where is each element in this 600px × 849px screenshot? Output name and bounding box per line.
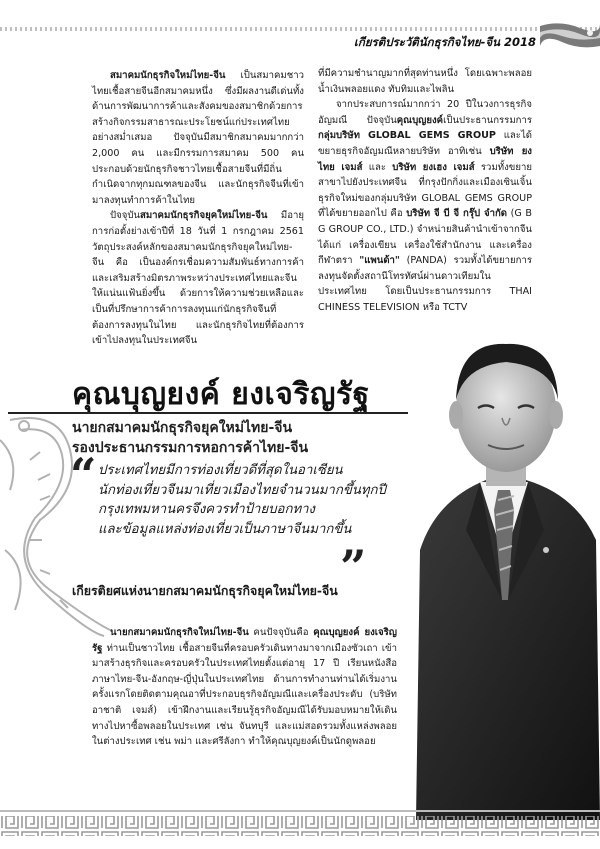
open-quote-mark: “ [70,448,97,502]
purpose-paragraph [92,208,304,348]
career-paragraph [318,97,532,315]
purpose-lead: ปัจจุบัน [110,210,140,222]
career-text-c: เป็นประธานกรรมการ [443,114,532,126]
person-title-1: นายกสมาคมนักธุรกิจยุคใหม่ไทย-จีน [72,420,293,436]
company-global-gems: กลุ่มบริษัท GLOBAL GEMS GROUP [318,130,496,142]
company-gbg: บริษัท จี บี จี กรุ๊ป จำกัด [406,208,508,220]
career-bold-name: คุณบุญยงค์ [396,114,444,126]
close-quote-mark: ” [340,540,367,594]
right-column [318,66,532,316]
left-column [92,68,304,349]
association-name: สมาคมนักธุรกิจใหม่ไทย-จีน [110,70,226,81]
career-text-g: และ [362,161,393,173]
footer-ornament [0,810,600,849]
bio-text-1: คนปัจจุบันคือ [248,627,314,638]
expertise-paragraph: ที่มีความชำนาญมากที่สุดท่านหนึ่ง โดยเฉพาะพลอยน้ำเงินพลอยแดง ทับทิมและไพลิน [318,68,532,95]
pull-quote [98,461,398,539]
bio-paragraph [92,625,397,750]
purpose-text: มีอายุการก่อตั้งย่างเข้าปีที่ 18 วันที่ 1 กรกฎาคม 2561 วัตถุประสงค์หลักของสมาคมนักธุรกิจยุคใหม่ไทย-จีน คือ เป็นองค์กรเชื่อมความสัมพันธ์ทางการค้า และเสริมสร้างมิตรภาพระหว่างประเทศไทยและจีน ให้แน่นแฟ้นยิ่งขึ้น ด้วยการให้ความช่วยเหลือและเป็นที่ปรึกษาการค้าการลงทุนแก่นักธุรกิจจีนที่ต้องการลงทุนในไทย และนักธุรกิจไทยที่ต้องการเข้าไปลงทุนในประเทศจีน [92,210,304,347]
person-title-2: รองประธานกรรมการหอการค้าไทย-จีน [72,440,309,456]
career-text-i: รวมทั้งขยายสาขาไปยังประเทศจีน ที่กรุงปักกิ่งและเมืองเซินเจิ้น ธุรกิจใหม่ของกลุ่มบริษัท GLOBAL GEMS GROUP ที่ได้ขยายออกไป คือ [318,161,532,220]
brand-panda: "แพนด้า" [359,255,400,267]
bio-bold-name: คุณบุญยงค์ ยงเจริญรัฐ [92,627,397,654]
quote-line-4: และข้อมูลแหล่งท่องเที่ยวเป็นภาษาจีนมากขึ้น [98,521,352,537]
career-text-a: จากประสบการณ์มากกว่า 20 ปีในวงการธุรกิจอัญมณี ปัจจุบัน [318,99,532,126]
association-name-2: สมาคมนักธุรกิจยุคใหม่ไทย-จีน [139,210,268,222]
bio-column [92,625,397,750]
career-text-m: (PANDA) รวมทั้งได้ขยายการลงทุนจัดตั้งสถานีโทรทัศน์ผ่านดาวเทียมในประเทศไทย โดยเป็นประธานกรรมการ THAI CHINESS TELEVISION หรือ TCTV [318,255,533,313]
header-stripe [0,27,600,31]
quote-line-3: กรุงเทพมหานครจึงควรทำป้ายบอกทาง [98,502,316,518]
quote-line-1: ประเทศไทยมีการท่องเที่ยวดีที่สุดในอาเซียน [98,463,343,478]
portrait-photo [406,300,600,820]
company-yongthai: บริษัท ยงไทย เจมส์ [318,145,532,173]
intro-text: เป็นสมาคมชาวไทยเชื้อสายจีนอีกสมาคมหนึ่ง ซึ่งมีผลงานดีเด่นทั้งด้านการพัฒนาการค้าและสังคมของสมาชิกด้วยการสร้างกิจกรรมสาธารณะประโยชน์แก่ประเทศไทยอย่างสม่ำเสมอ ปัจจุบันมีสมาชิกสมาคมมากกว่า 2,000 คน และมีกรรมการสมาคม 500 คน ประกอบด้วยนักธุรกิจชาวไทยเชื้อสายจีนที่มีถิ่นกำเนิดจากทุกมณฑลของจีน และนักธุรกิจจีนที่เข้ามาลงทุนทำการค้าในไทย [92,70,304,206]
person-name: คุณบุญยงค์ ยงเจริญรัฐ [72,377,370,412]
headline-rule [8,412,408,414]
section-heading: เกียรติยศแห่งนายกสมาคมนักธุรกิจยุคใหม่ไทย-จีน [72,583,338,598]
career-text-e: และได้ขยายธุรกิจอัญมณีหลายบริษัท อาทิเช่น [318,130,532,157]
running-header-title: เกียรติประวัตินักธุรกิจไทย-จีน 2018 [353,35,536,49]
bio-text-2: ท่านเป็นชาวไทย เชื้อสายจีนที่ครอบครัวเดินทางมาจากเมืองซัวเถา เข้ามาสร้างธุรกิจและครอบครัวในประเทศไทยตั้งแต่อายุ 17 ปี เรียนหนังสือภาษาไทย-จีน-อังกฤษ-ญี่ปุ่นในประเทศไทย ด้านการทำงานท่านได้เริ่มงานครั้งแรกโดยติดตามคุณอาที่ประกอบธุรกิจอัญมณีและเครื่องประดับ (บริษัท อาชาติ เจมส์) เข้าฝึกงานและเรียนรู้ธุรกิจอัญมณีได้รับมอบหมายให้เดินทางไปหาซื้อพลอยในประเทศ เช่น จันทบุรี และแม่สอดรวมทั้งแหล่งพลอยในต่างประเทศ เช่น พม่า และศรีลังกา ทำให้คุณบุญยงค์เป็นนักดูพลอย [92,642,397,748]
bio-bold-title: นายกสมาคมนักธุรกิจใหม่ไทย-จีน [110,627,249,638]
career-text-k: (G B G GROUP CO., LTD.) จำหน่ายสินค้านำเข้าจากจีนได้แก่ เครื่องเขียน เครื่องใช้สำนักงาน และเครื่องกีฬาตรา [318,208,533,267]
intro-paragraph [92,68,304,208]
quote-line-2: นักท่องเที่ยวจีนมาเที่ยวเมืองไทยจำนวนมากขึ้นทุกปี [98,482,386,498]
header-bar [0,0,600,26]
company-yongheng: บริษัท ยงเฮง เจมส์ [392,161,475,173]
flag-ribbon-graphic [540,20,600,60]
